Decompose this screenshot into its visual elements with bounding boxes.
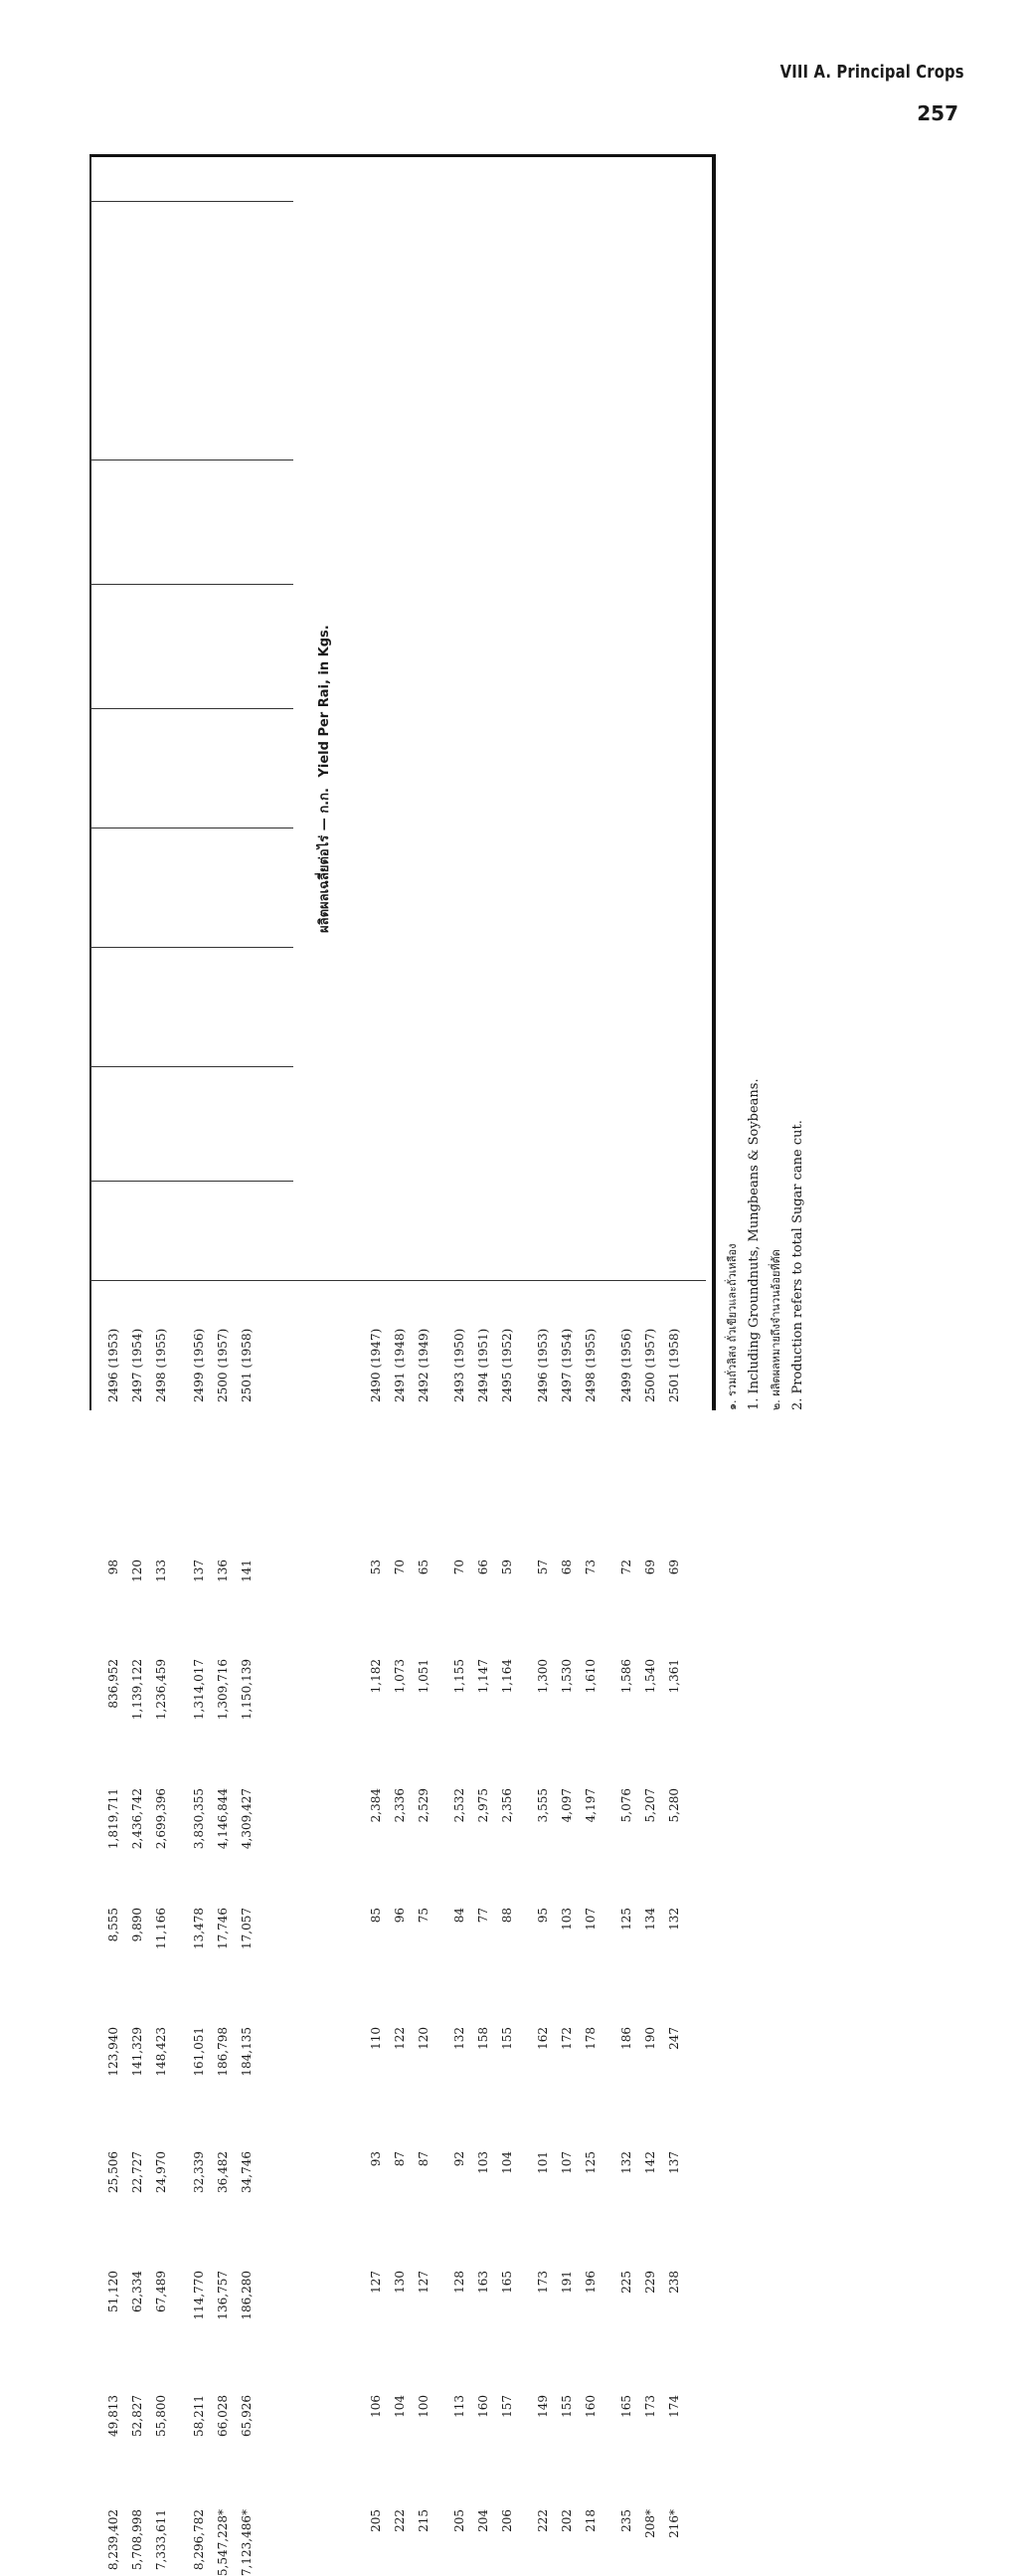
table-cell: 84 [452, 1908, 466, 1924]
table-cell: 11,166 [154, 1908, 168, 1949]
table-cell: 8,296,782 [192, 2509, 206, 2571]
table-cell: 1,586 [619, 1659, 633, 1694]
table-cell: 70 [452, 1560, 466, 1575]
table-cell: 103 [560, 1908, 574, 1931]
table-cell: 160 [584, 2395, 598, 2418]
page-header-title: VIII A. Principal Crops [779, 62, 964, 83]
table-cell: 2,529 [417, 1788, 431, 1823]
table-cell: 36,482 [216, 2151, 230, 2193]
table-cell: 55,800 [154, 2395, 168, 2437]
table-cell: 178 [584, 2027, 598, 2050]
column-separator [89, 1280, 706, 1281]
table-cell: 202 [560, 2509, 574, 2532]
table-cell: 165 [619, 2395, 633, 2418]
table-cell: 62,334 [130, 2271, 144, 2312]
table-cell: 58,211 [192, 2395, 206, 2437]
table-cell: 3,830,355 [192, 1788, 206, 1850]
table-cell: 155 [500, 2027, 514, 2050]
table-cell: 5,708,998 [130, 2509, 144, 2571]
table-cell: 88 [500, 1908, 514, 1924]
table-cell: 59 [500, 1560, 514, 1575]
table-cell: 110 [369, 2027, 383, 2050]
table-cell: 128 [452, 2271, 466, 2294]
table-cell: 98 [106, 1560, 120, 1575]
table-cell: 2,336 [393, 1788, 407, 1823]
table-cell: 1,051 [417, 1659, 431, 1694]
footnote-2-thai: ๒. ผลิตผลหมายถึงจำนวนอ้อยที่ตัด [770, 1249, 782, 1410]
table-cell: 141 [240, 1560, 254, 1582]
yield-per-rai-heading [313, 436, 334, 933]
year-label: 2501 (1958) [240, 1328, 254, 1402]
year-label: 2499 (1956) [619, 1328, 633, 1402]
table-cell: 1,530 [560, 1659, 574, 1694]
table-cell: 3,555 [536, 1788, 550, 1823]
table-cell: 222 [393, 2509, 407, 2532]
table-cell: 133 [154, 1560, 168, 1582]
table-cell: 1,236,459 [154, 1659, 168, 1721]
table-cell: 5,280 [667, 1788, 681, 1823]
table-cell: 68 [560, 1560, 574, 1575]
year-label: 2496 (1953) [536, 1328, 550, 1402]
table-cell: 65 [417, 1560, 431, 1575]
table-cell: 65,926 [240, 2395, 254, 2437]
yield-heading-english: Yield Per Rai, in Kgs. [317, 625, 332, 778]
table-cell: 141,329 [130, 2027, 144, 2077]
table-cell: 225 [619, 2271, 633, 2294]
table-cell: 100 [417, 2395, 431, 2418]
footnote-1-english: 1. Including Groundnuts, Mungbeans & Soybeans. [747, 1078, 762, 1410]
table-cell: 1,309,716 [216, 1659, 230, 1721]
table-cell: 160 [476, 2395, 490, 2418]
table-cell: 196 [584, 2271, 598, 2294]
table-cell: 157 [500, 2395, 514, 2418]
table-cell: 137 [192, 1560, 206, 1582]
table-cell: 132 [619, 2151, 633, 2174]
table-cell: 69 [643, 1560, 657, 1575]
table-cell: 96 [393, 1908, 407, 1924]
table-cell: 92 [452, 2151, 466, 2167]
footnote-1-thai: ๑. รวมถั่วลิสง ถั่วเขียวและถั่วเหลือง [726, 1243, 739, 1410]
table-cell: 75 [417, 1908, 431, 1924]
table-cell: 5,207 [643, 1788, 657, 1823]
table-cell: 238 [667, 2271, 681, 2294]
table-cell: 72 [619, 1560, 633, 1575]
table-cell: 69 [667, 1560, 681, 1575]
table-cell: 87 [393, 2151, 407, 2167]
column-separator [89, 708, 293, 709]
table-cell: 1,182 [369, 1659, 383, 1694]
table-cell: 205 [369, 2509, 383, 2532]
table-cell: 32,339 [192, 2151, 206, 2193]
table-cell: 101 [536, 2151, 550, 2174]
table-cell: 1,819,711 [106, 1788, 120, 1850]
year-label: 2501 (1958) [667, 1328, 681, 1402]
table-cell: 125 [584, 2151, 598, 2174]
column-separator [89, 1066, 293, 1067]
year-label: 2497 (1954) [560, 1328, 574, 1402]
table-cell: 9,890 [130, 1908, 144, 1942]
table-cell: 106 [369, 2395, 383, 2418]
table-cell: 2,975 [476, 1788, 490, 1823]
table-cell: 5,547,228* [216, 2509, 230, 2576]
table-cell: 123,940 [106, 2027, 120, 2077]
table-cell: 173 [643, 2395, 657, 2418]
table-cell: 222 [536, 2509, 550, 2532]
table-cell: 247 [667, 2027, 681, 2050]
table-cell: 215 [417, 2509, 431, 2532]
year-label: 2495 (1952) [500, 1328, 514, 1402]
table-cell: 186 [619, 2027, 633, 2050]
year-label: 2491 (1948) [393, 1328, 407, 1402]
year-label: 2494 (1951) [476, 1328, 490, 1402]
table-cell: 136 [216, 1560, 230, 1582]
table-cell: 1,300 [536, 1659, 550, 1694]
table-cell: 52,827 [130, 2395, 144, 2437]
table-cell: 132 [667, 1908, 681, 1931]
table-cell: 165 [500, 2271, 514, 2294]
table-cell: 107 [584, 1908, 598, 1931]
table-cell: 1,314,017 [192, 1659, 206, 1721]
year-label: 2498 (1955) [584, 1328, 598, 1402]
table-cell: 22,727 [130, 2151, 144, 2193]
table-cell: 162 [536, 2027, 550, 2050]
table-cell: 77 [476, 1908, 490, 1924]
table-cell: 8,239,402 [106, 2509, 120, 2571]
table-cell: 174 [667, 2395, 681, 2418]
table-cell: 125 [619, 1908, 633, 1931]
column-separator [89, 584, 293, 585]
table-cell: 17,746 [216, 1908, 230, 1949]
year-label: 2496 (1953) [106, 1328, 120, 1402]
table-cell: 66,028 [216, 2395, 230, 2437]
table-cell: 25,506 [106, 2151, 120, 2193]
table-cell: 49,813 [106, 2395, 120, 2437]
rotated-statistics-table [89, 157, 805, 2576]
table-cell: 155 [560, 2395, 574, 2418]
table-cell: 127 [417, 2271, 431, 2294]
table-cell: 17,057 [240, 1908, 254, 1949]
column-separator [89, 947, 293, 948]
table-cell: 120 [417, 2027, 431, 2050]
table-cell: 186,280 [240, 2271, 254, 2320]
table-cell: 1,361 [667, 1659, 681, 1694]
table-cell: 122 [393, 2027, 407, 2050]
year-label: 2490 (1947) [369, 1328, 383, 1402]
table-cell: 1,610 [584, 1659, 598, 1694]
year-label: 2500 (1957) [216, 1328, 230, 1402]
year-label: 2499 (1956) [192, 1328, 206, 1402]
table-cell: 137 [667, 2151, 681, 2174]
table-cell: 7,123,486* [240, 2509, 254, 2576]
table-cell: 95 [536, 1908, 550, 1924]
table-cell: 172 [560, 2027, 574, 2050]
table-cell: 2,532 [452, 1788, 466, 1823]
table-cell: 136,757 [216, 2271, 230, 2320]
table-cell: 57 [536, 1560, 550, 1575]
column-separator [89, 1181, 293, 1182]
table-cell: 2,356 [500, 1788, 514, 1823]
table-cell: 87 [417, 2151, 431, 2167]
table-cell: 104 [500, 2151, 514, 2174]
table-cell: 191 [560, 2271, 574, 2294]
table-cell: 148,423 [154, 2027, 168, 2077]
footnote-2-english: 2. Production refers to total Sugar cane cut. [790, 1120, 805, 1410]
table-cell: 4,097 [560, 1788, 574, 1823]
table-cell: 836,952 [106, 1659, 120, 1709]
table-cell: 103 [476, 2151, 490, 2174]
table-cell: 149 [536, 2395, 550, 2418]
table-cell: 34,746 [240, 2151, 254, 2193]
table-cell: 1,147 [476, 1659, 490, 1694]
table-cell: 66 [476, 1560, 490, 1575]
table-cell: 24,970 [154, 2151, 168, 2193]
table-cell: 4,146,844 [216, 1788, 230, 1850]
table-cell: 1,155 [452, 1659, 466, 1694]
yield-heading-thai: ผลิตผลเฉลี่ยต่อไร่ — ก.ก. [317, 788, 332, 933]
table-cell: 85 [369, 1908, 383, 1924]
year-label: 2500 (1957) [643, 1328, 657, 1402]
table-cell: 120 [130, 1560, 144, 1582]
year-label: 2498 (1955) [154, 1328, 168, 1402]
table-cell: 132 [452, 2027, 466, 2050]
table-cell: 208* [643, 2509, 657, 2538]
table-cell: 51,120 [106, 2271, 120, 2312]
table-cell: 7,333,611 [154, 2509, 168, 2571]
footnotes [722, 654, 809, 1410]
table-cell: 8,555 [106, 1908, 120, 1942]
year-label: 2493 (1950) [452, 1328, 466, 1402]
table-cell: 142 [643, 2151, 657, 2174]
table-cell: 130 [393, 2271, 407, 2294]
table-cell: 67,489 [154, 2271, 168, 2312]
table-cell: 1,540 [643, 1659, 657, 1694]
table-cell: 206 [500, 2509, 514, 2532]
table-cell: 53 [369, 1560, 383, 1575]
table-cell: 107 [560, 2151, 574, 2174]
table-cell: 134 [643, 1908, 657, 1931]
table-frame [89, 154, 716, 1410]
table-cell: 2,436,742 [130, 1788, 144, 1850]
year-label: 2492 (1949) [417, 1328, 431, 1402]
table-cell: 113 [452, 2395, 466, 2418]
page-number: 257 [917, 101, 958, 125]
table-cell: 2,699,396 [154, 1788, 168, 1850]
table-cell: 13,478 [192, 1908, 206, 1949]
table-cell: 161,051 [192, 2027, 206, 2077]
table-cell: 235 [619, 2509, 633, 2532]
year-label: 2497 (1954) [130, 1328, 144, 1402]
table-cell: 1,150,139 [240, 1659, 254, 1721]
table-cell: 218 [584, 2509, 598, 2532]
table-cell: 173 [536, 2271, 550, 2294]
table-cell: 184,135 [240, 2027, 254, 2077]
table-cell: 73 [584, 1560, 598, 1575]
table-cell: 186,798 [216, 2027, 230, 2077]
table-cell: 93 [369, 2151, 383, 2167]
table-cell: 2,384 [369, 1788, 383, 1823]
table-cell: 229 [643, 2271, 657, 2294]
table-cell: 4,309,427 [240, 1788, 254, 1850]
table-cell: 1,164 [500, 1659, 514, 1694]
table-cell: 216* [667, 2509, 681, 2538]
table-cell: 5,076 [619, 1788, 633, 1823]
column-separator [89, 201, 293, 202]
table-cell: 158 [476, 2027, 490, 2050]
table-cell: 114,770 [192, 2271, 206, 2320]
table-cell: 1,139,122 [130, 1659, 144, 1721]
table-cell: 190 [643, 2027, 657, 2050]
table-cell: 1,073 [393, 1659, 407, 1694]
table-cell: 104 [393, 2395, 407, 2418]
table-cell: 70 [393, 1560, 407, 1575]
table-cell: 127 [369, 2271, 383, 2294]
table-cell: 205 [452, 2509, 466, 2532]
table-cell: 4,197 [584, 1788, 598, 1823]
table-cell: 204 [476, 2509, 490, 2532]
table-cell: 163 [476, 2271, 490, 2294]
